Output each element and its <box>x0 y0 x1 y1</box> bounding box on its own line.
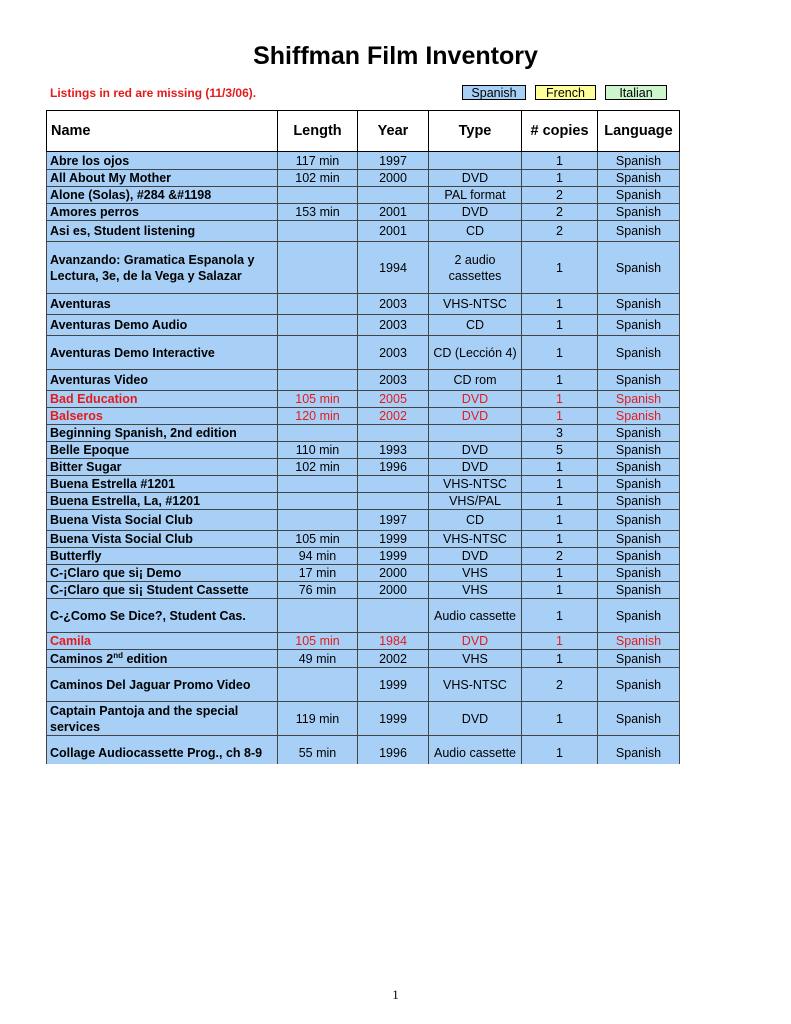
cell-year: 1999 <box>358 668 429 702</box>
cell-language: Spanish <box>598 668 680 702</box>
cell-year: 1997 <box>358 510 429 531</box>
cell-year: 2002 <box>358 408 429 425</box>
cell-name: Aventuras Demo Interactive <box>47 336 278 370</box>
cell-length <box>278 668 358 702</box>
cell-language: Spanish <box>598 442 680 459</box>
cell-copies: 1 <box>522 736 598 765</box>
cell-year: 2005 <box>358 391 429 408</box>
cell-copies: 5 <box>522 442 598 459</box>
cell-year <box>358 599 429 633</box>
cell-name: Aventuras Video <box>47 370 278 391</box>
col-header-type: Type <box>429 111 522 152</box>
cell-year: 2000 <box>358 565 429 582</box>
cell-language: Spanish <box>598 476 680 493</box>
cell-language: Spanish <box>598 152 680 170</box>
cell-type: VHS/PAL <box>429 493 522 510</box>
cell-name: Beginning Spanish, 2nd edition <box>47 425 278 442</box>
cell-copies: 2 <box>522 221 598 242</box>
cell-length: 105 min <box>278 531 358 548</box>
inventory-table <box>46 110 680 764</box>
cell-copies: 1 <box>522 493 598 510</box>
cell-type: VHS <box>429 565 522 582</box>
cell-length <box>278 425 358 442</box>
table-row <box>47 370 680 391</box>
cell-language: Spanish <box>598 599 680 633</box>
page-title: Shiffman Film Inventory <box>253 42 538 70</box>
cell-type: CD rom <box>429 370 522 391</box>
cell-year: 1996 <box>358 736 429 765</box>
col-header-length: Length <box>278 111 358 152</box>
table-row <box>47 459 680 476</box>
cell-length: 105 min <box>278 633 358 650</box>
legend-spanish: Spanish <box>462 85 526 100</box>
cell-length: 49 min <box>278 650 358 668</box>
cell-year: 1999 <box>358 531 429 548</box>
cell-name: Buena Estrella #1201 <box>47 476 278 493</box>
cell-year: 2003 <box>358 294 429 315</box>
table-row <box>47 170 680 187</box>
cell-language: Spanish <box>598 408 680 425</box>
cell-year: 2003 <box>358 315 429 336</box>
col-header-copies: # copies <box>522 111 598 152</box>
cell-copies: 3 <box>522 425 598 442</box>
cell-name: Amores perros <box>47 204 278 221</box>
cell-year: 2002 <box>358 650 429 668</box>
cell-language: Spanish <box>598 531 680 548</box>
table-row <box>47 668 680 702</box>
cell-language: Spanish <box>598 242 680 294</box>
cell-length: 119 min <box>278 702 358 736</box>
cell-year: 1997 <box>358 152 429 170</box>
cell-type: DVD <box>429 702 522 736</box>
table-row <box>47 650 680 668</box>
cell-copies: 1 <box>522 408 598 425</box>
cell-language: Spanish <box>598 204 680 221</box>
table-row <box>47 582 680 599</box>
cell-year: 2000 <box>358 582 429 599</box>
cell-length <box>278 315 358 336</box>
cell-language: Spanish <box>598 170 680 187</box>
cell-length <box>278 476 358 493</box>
table-row <box>47 294 680 315</box>
cell-type: VHS-NTSC <box>429 668 522 702</box>
cell-type: DVD <box>429 170 522 187</box>
cell-copies: 1 <box>522 391 598 408</box>
cell-length <box>278 221 358 242</box>
table-row <box>47 633 680 650</box>
table-row <box>47 736 680 765</box>
cell-type: DVD <box>429 633 522 650</box>
cell-language: Spanish <box>598 702 680 736</box>
cell-year: 2000 <box>358 170 429 187</box>
cell-copies: 2 <box>522 668 598 702</box>
cell-length <box>278 294 358 315</box>
cell-copies: 1 <box>522 650 598 668</box>
cell-type: VHS <box>429 582 522 599</box>
cell-length: 102 min <box>278 170 358 187</box>
cell-name: Caminos 2nd edition <box>47 650 278 668</box>
missing-note: Listings in red are missing (11/3/06). <box>50 86 257 100</box>
cell-copies: 1 <box>522 510 598 531</box>
cell-type: PAL format <box>429 187 522 204</box>
cell-length <box>278 187 358 204</box>
cell-name: Captain Pantoja and the special services <box>47 702 278 736</box>
cell-year: 1993 <box>358 442 429 459</box>
table-row <box>47 425 680 442</box>
cell-language: Spanish <box>598 294 680 315</box>
table-row <box>47 510 680 531</box>
cell-type: DVD <box>429 442 522 459</box>
cell-copies: 1 <box>522 476 598 493</box>
cell-length: 17 min <box>278 565 358 582</box>
cell-length: 105 min <box>278 391 358 408</box>
col-header-name: Name <box>47 111 278 152</box>
cell-name: Aventuras Demo Audio <box>47 315 278 336</box>
cell-type <box>429 425 522 442</box>
cell-language: Spanish <box>598 370 680 391</box>
cell-name: Aventuras <box>47 294 278 315</box>
cell-length: 76 min <box>278 582 358 599</box>
cell-language: Spanish <box>598 510 680 531</box>
cell-type: DVD <box>429 391 522 408</box>
cell-name: Camila <box>47 633 278 650</box>
table-row <box>47 152 680 170</box>
table-row <box>47 221 680 242</box>
table-row <box>47 187 680 204</box>
cell-language: Spanish <box>598 493 680 510</box>
cell-language: Spanish <box>598 459 680 476</box>
table-row <box>47 315 680 336</box>
table-row <box>47 204 680 221</box>
legend-french: French <box>535 85 596 100</box>
table-row <box>47 531 680 548</box>
cell-copies: 2 <box>522 187 598 204</box>
cell-copies: 1 <box>522 152 598 170</box>
cell-type: DVD <box>429 548 522 565</box>
cell-year: 1999 <box>358 702 429 736</box>
page-number: 1 <box>392 987 399 1002</box>
table-row <box>47 493 680 510</box>
cell-type: Audio cassette <box>429 599 522 633</box>
cell-year: 1999 <box>358 548 429 565</box>
cell-copies: 1 <box>522 702 598 736</box>
cell-language: Spanish <box>598 650 680 668</box>
cell-year: 2001 <box>358 204 429 221</box>
cell-language: Spanish <box>598 736 680 765</box>
col-header-language: Language <box>598 111 680 152</box>
cell-length: 55 min <box>278 736 358 765</box>
cell-length <box>278 599 358 633</box>
cell-type: Audio cassette <box>429 736 522 765</box>
cell-type: DVD <box>429 204 522 221</box>
cell-copies: 2 <box>522 548 598 565</box>
cell-year: 2003 <box>358 370 429 391</box>
cell-language: Spanish <box>598 548 680 565</box>
cell-language: Spanish <box>598 391 680 408</box>
cell-length: 120 min <box>278 408 358 425</box>
cell-language: Spanish <box>598 315 680 336</box>
cell-copies: 1 <box>522 370 598 391</box>
table-row <box>47 599 680 633</box>
cell-type: VHS-NTSC <box>429 476 522 493</box>
cell-copies: 1 <box>522 336 598 370</box>
cell-copies: 2 <box>522 204 598 221</box>
cell-language: Spanish <box>598 336 680 370</box>
cell-name: All About My Mother <box>47 170 278 187</box>
cell-year <box>358 493 429 510</box>
cell-name: Avanzando: Gramatica Espanola y Lectura, 3e, de la Vega y Salazar <box>47 242 278 294</box>
cell-copies: 1 <box>522 170 598 187</box>
cell-type: CD <box>429 510 522 531</box>
cell-length <box>278 242 358 294</box>
table-row <box>47 565 680 582</box>
cell-copies: 1 <box>522 582 598 599</box>
cell-length <box>278 493 358 510</box>
cell-year: 1994 <box>358 242 429 294</box>
cell-name: Belle Epoque <box>47 442 278 459</box>
cell-year <box>358 187 429 204</box>
cell-year: 1984 <box>358 633 429 650</box>
cell-copies: 1 <box>522 633 598 650</box>
cell-language: Spanish <box>598 633 680 650</box>
table-body <box>47 152 680 765</box>
cell-name: Abre los ojos <box>47 152 278 170</box>
table-row <box>47 548 680 565</box>
cell-length: 102 min <box>278 459 358 476</box>
cell-name: C-¡Claro que si¡ Demo <box>47 565 278 582</box>
cell-name: Butterfly <box>47 548 278 565</box>
cell-language: Spanish <box>598 187 680 204</box>
cell-name: Alone (Solas), #284 &#1198 <box>47 187 278 204</box>
cell-type: CD (Lección 4) <box>429 336 522 370</box>
cell-language: Spanish <box>598 425 680 442</box>
cell-type <box>429 152 522 170</box>
cell-name: Buena Vista Social Club <box>47 531 278 548</box>
cell-language: Spanish <box>598 221 680 242</box>
cell-name: Caminos Del Jaguar Promo Video <box>47 668 278 702</box>
table-row <box>47 442 680 459</box>
cell-length: 117 min <box>278 152 358 170</box>
cell-year: 1996 <box>358 459 429 476</box>
cell-name: Buena Estrella, La, #1201 <box>47 493 278 510</box>
cell-name: Bitter Sugar <box>47 459 278 476</box>
cell-length: 110 min <box>278 442 358 459</box>
cell-name: C-¿Como Se Dice?, Student Cas. <box>47 599 278 633</box>
cell-type: 2 audio cassettes <box>429 242 522 294</box>
table-row <box>47 408 680 425</box>
cell-type: VHS-NTSC <box>429 294 522 315</box>
cell-length <box>278 370 358 391</box>
table-row <box>47 336 680 370</box>
cell-length: 153 min <box>278 204 358 221</box>
table-header-row <box>47 111 680 152</box>
cell-year: 2003 <box>358 336 429 370</box>
cell-type: VHS <box>429 650 522 668</box>
legend-italian: Italian <box>605 85 667 100</box>
table-row <box>47 242 680 294</box>
cell-copies: 1 <box>522 459 598 476</box>
cell-language: Spanish <box>598 582 680 599</box>
cell-copies: 1 <box>522 315 598 336</box>
cell-length <box>278 336 358 370</box>
table-row <box>47 391 680 408</box>
cell-copies: 1 <box>522 599 598 633</box>
cell-length <box>278 510 358 531</box>
cell-type: DVD <box>429 459 522 476</box>
cell-name: Collage Audiocassette Prog., ch 8-9 <box>47 736 278 765</box>
cell-type: CD <box>429 315 522 336</box>
cell-year <box>358 425 429 442</box>
cell-year: 2001 <box>358 221 429 242</box>
cell-length: 94 min <box>278 548 358 565</box>
cell-name: Asi es, Student listening <box>47 221 278 242</box>
cell-name: Buena Vista Social Club <box>47 510 278 531</box>
table-row <box>47 702 680 736</box>
table-row <box>47 476 680 493</box>
cell-type: CD <box>429 221 522 242</box>
cell-copies: 1 <box>522 242 598 294</box>
cell-name: C-¡Claro que si¡ Student Cassette <box>47 582 278 599</box>
cell-language: Spanish <box>598 565 680 582</box>
cell-name: Balseros <box>47 408 278 425</box>
cell-copies: 1 <box>522 531 598 548</box>
cell-type: VHS-NTSC <box>429 531 522 548</box>
cell-type: DVD <box>429 408 522 425</box>
col-header-year: Year <box>358 111 429 152</box>
cell-copies: 1 <box>522 565 598 582</box>
cell-year <box>358 476 429 493</box>
cell-name: Bad Education <box>47 391 278 408</box>
cell-copies: 1 <box>522 294 598 315</box>
